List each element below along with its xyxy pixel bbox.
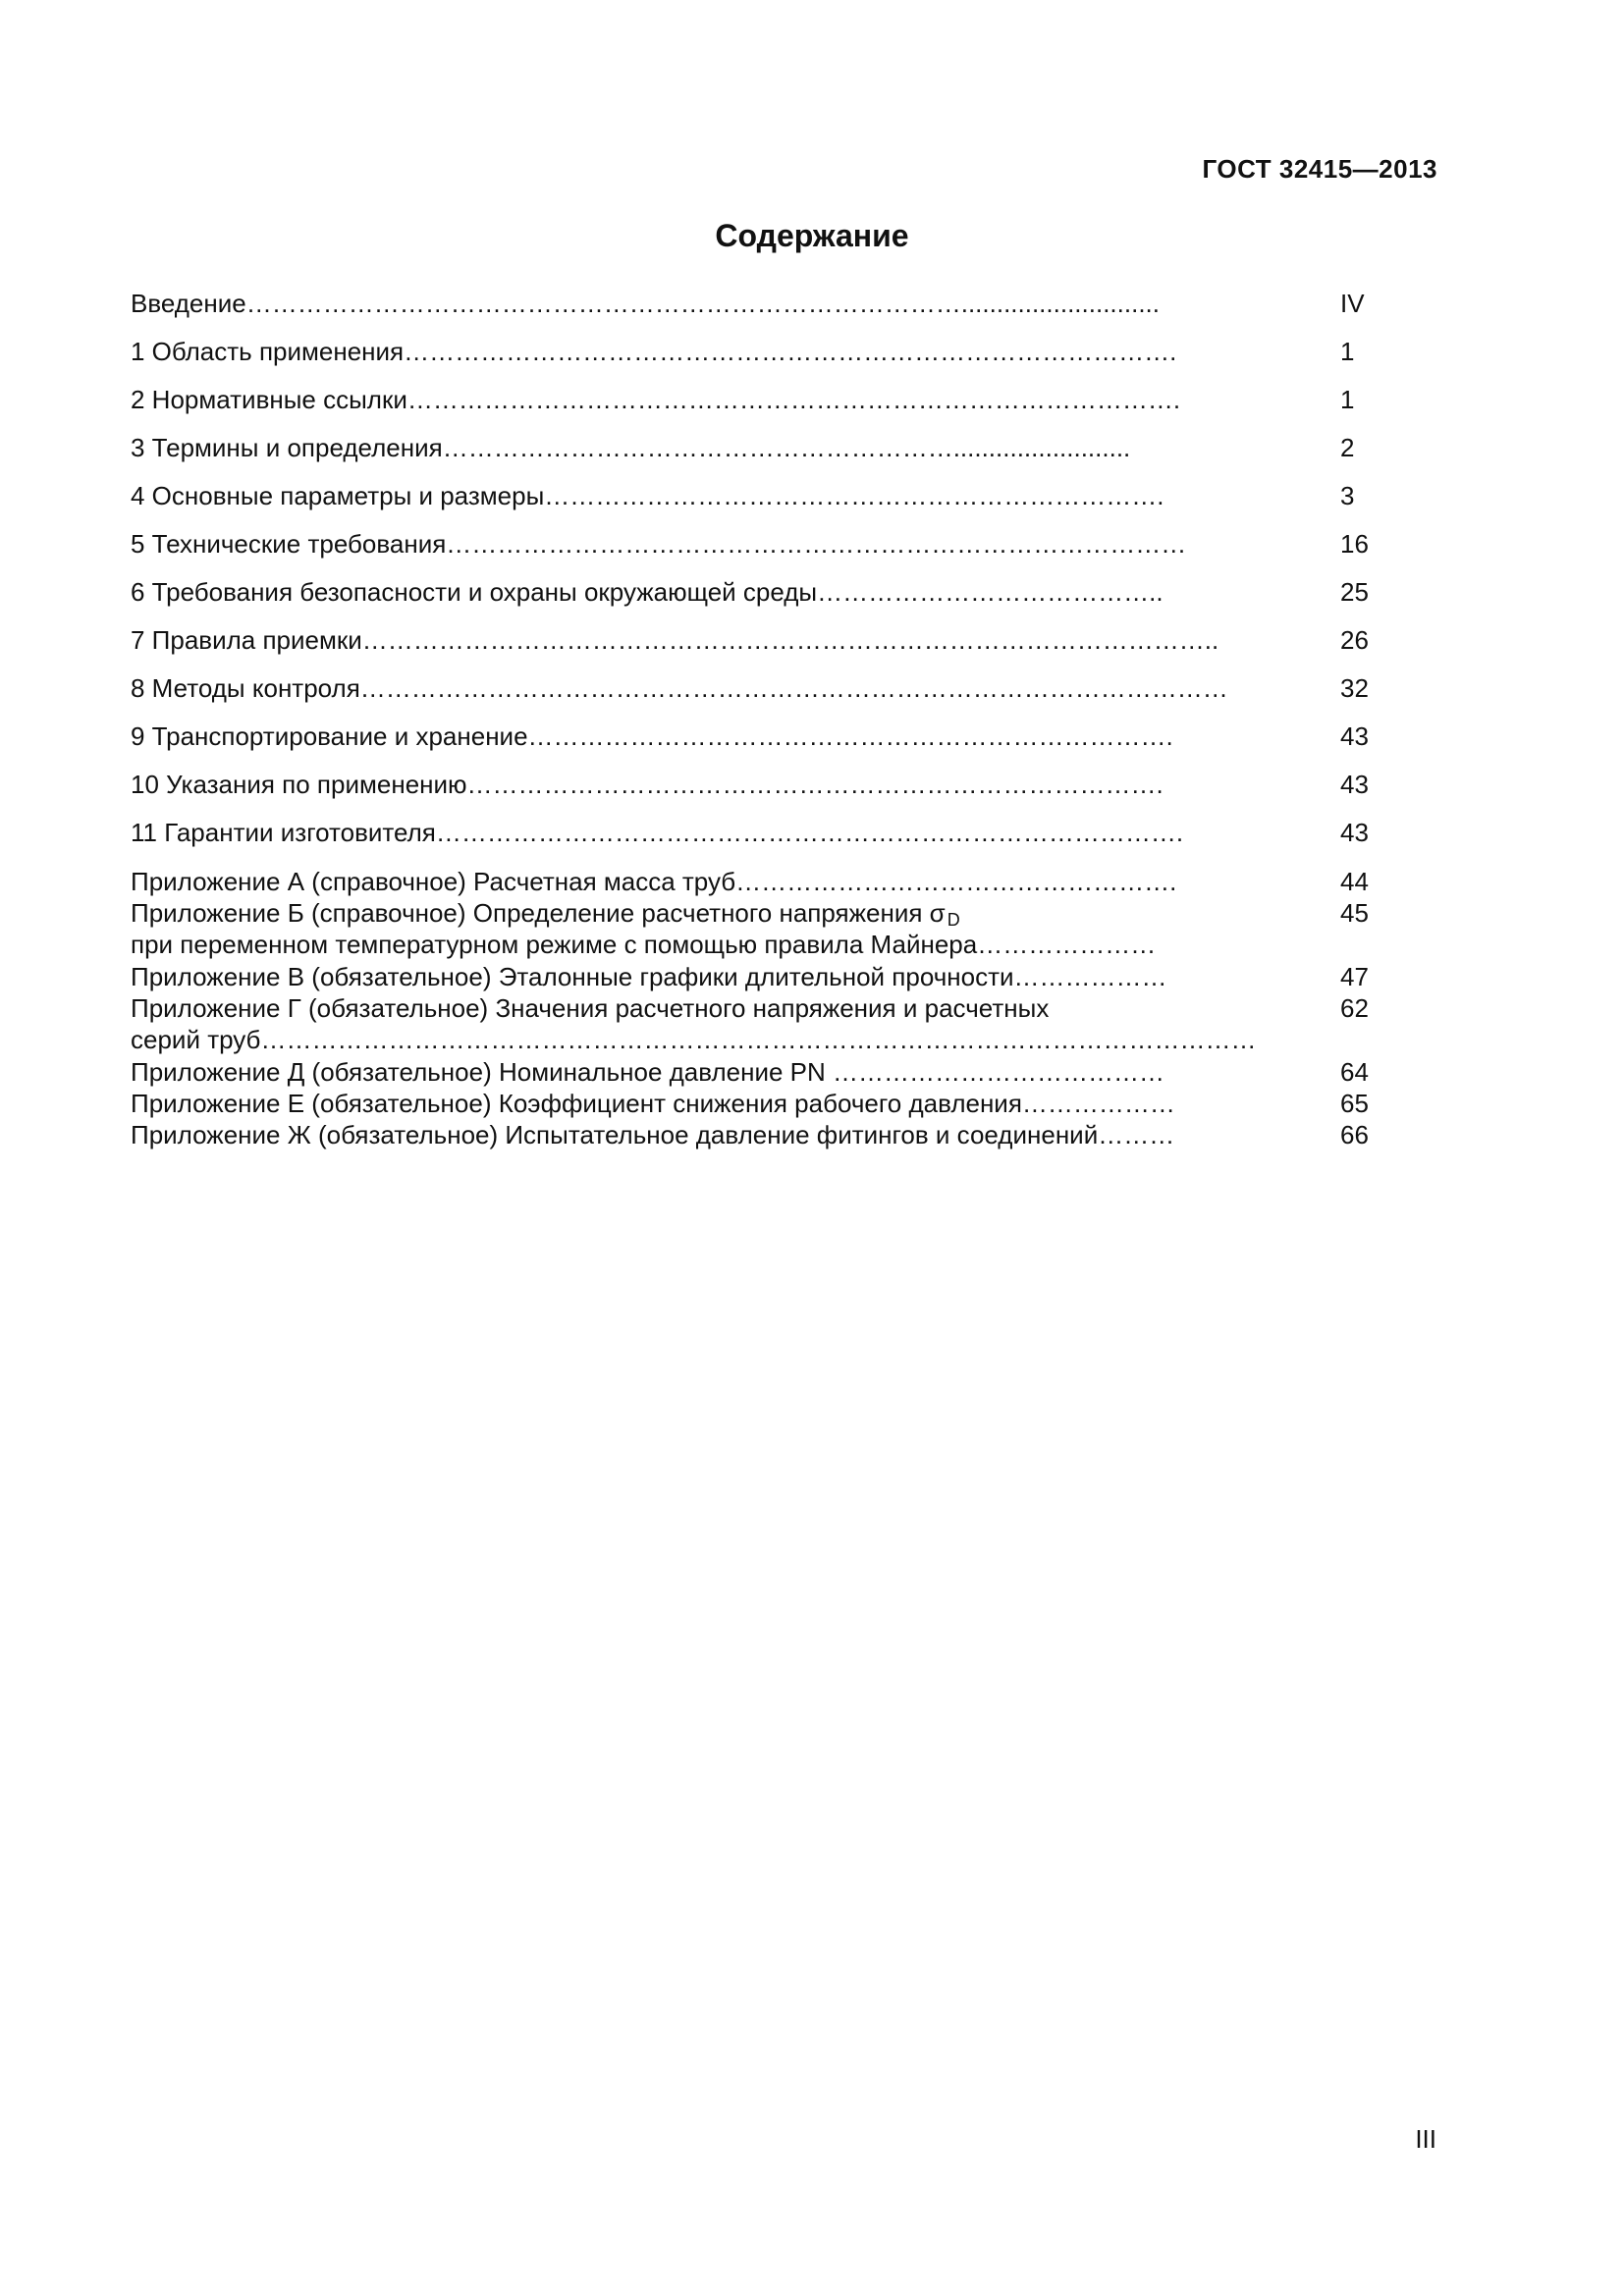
toc-entry-page: 66 [1340, 1120, 1369, 1149]
toc-entry-page: 26 [1340, 625, 1369, 655]
toc-entry-text: 3 Термины и определения……………………………………………………......................... [131, 433, 1131, 462]
toc-entry-text: Приложение Е (обязательное) Коэффициент снижения рабочего давления……………… [131, 1089, 1175, 1118]
toc-entry-page: 43 [1340, 721, 1369, 751]
toc-entry-page: 43 [1340, 770, 1369, 799]
toc-entry-page: 2 [1340, 433, 1355, 462]
toc-entry-page: 25 [1340, 577, 1369, 607]
page-title: Содержание [715, 218, 909, 253]
toc-entry-text: 2 Нормативные ссылки………………………………………………………………………………. [131, 385, 1181, 414]
toc-entry-text-line1: Приложение Г (обязательное) Значения расчетного напряжения и расчетных [131, 993, 1050, 1023]
toc-entry-text: 6 Требования безопасности и охраны окружающей среды………………………………….. [131, 577, 1164, 607]
toc-entry-text-line2: при переменном температурном режиме с помощью правила Майнера………………… [131, 930, 1157, 959]
toc-entry-page: 1 [1340, 337, 1355, 366]
toc-entry-text: Приложение Д (обязательное) Номинальное давление PN ………………………………… [131, 1057, 1165, 1087]
toc-entry-page: 47 [1340, 962, 1369, 991]
toc-entry-text: 8 Методы контроля………………………………………………………………………………………… [131, 673, 1228, 703]
toc-entry-page: 1 [1340, 385, 1355, 414]
toc-entry-page: 64 [1340, 1057, 1369, 1087]
toc-entry-text: 1 Область применения………………………………………………………………………………. [131, 337, 1177, 366]
toc-entry-text: 5 Технические требования…………………………………………………………………………… [131, 529, 1187, 559]
toc-entry-page: 43 [1340, 818, 1369, 847]
toc-appendix-b[interactable] [131, 897, 1407, 960]
sigma-subscript: D [947, 910, 960, 930]
toc-entry-page: 44 [1340, 867, 1369, 896]
toc-entry-page: IV [1340, 289, 1365, 318]
toc-entry-text: 10 Указания по применению………………………………………………………………………. [131, 770, 1164, 799]
toc-entry-page: 62 [1340, 993, 1369, 1023]
toc-entry-text: Введение…………………………………………………………………………............................ [131, 289, 1160, 318]
header-code: ГОСТ 32415—2013 [1202, 154, 1437, 184]
toc-entry-text: Приложение В (обязательное) Эталонные графики длительной прочности……………… [131, 962, 1167, 991]
toc-entry-text: 7 Правила приемки……………………………………………………………………………………….. [131, 625, 1219, 655]
toc-entry-page: 65 [1340, 1089, 1369, 1118]
toc-entry-page: 45 [1340, 898, 1369, 928]
toc-entry-text: 4 Основные параметры и размеры………………………………………………………………. [131, 481, 1164, 510]
toc-appendix-g[interactable] [131, 992, 1407, 1055]
page-number: III [1415, 2124, 1436, 2154]
toc-entry-text: 9 Транспортирование и хранение…………………………………………………………………. [131, 721, 1173, 751]
toc-entry-text: 11 Гарантии изготовителя……………………………………………………………………………. [131, 818, 1184, 847]
toc-entry-page: 16 [1340, 529, 1369, 559]
toc-entry-text: Приложение Ж (обязательное) Испытательное давление фитингов и соединений……… [131, 1120, 1175, 1149]
toc-entry-text-line1: Приложение Б (справочное) Определение расчетного напряжения σ $_D$ [131, 898, 960, 930]
toc-entry-text-line2: серий труб……………………………………………………………………………………………………… [131, 1025, 1257, 1054]
toc-entry-text: Приложение А (справочное) Расчетная масса труб……………………………………………. [131, 867, 1177, 896]
toc-entry-page: 3 [1340, 481, 1355, 510]
toc-entry-page: 32 [1340, 673, 1369, 703]
